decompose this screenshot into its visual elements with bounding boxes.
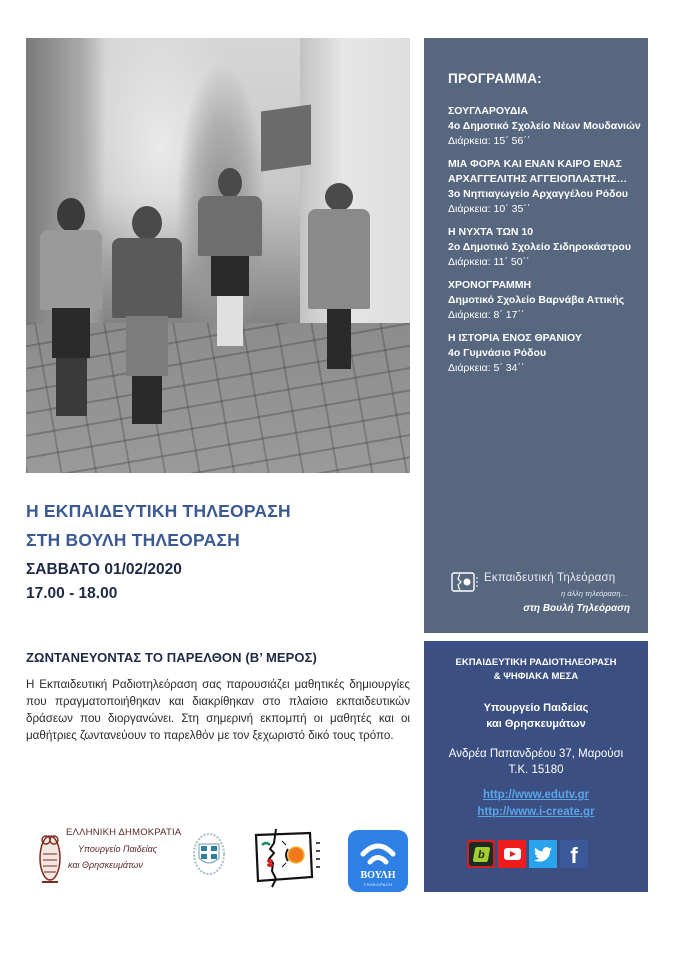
contact-ministry-line1: Υπουργείο Παιδείας [483,702,589,714]
program-item-school: 4ο Δημοτικό Σχολείο Νέων Μουδανιών [448,120,641,132]
program-panel [424,38,648,633]
youtube-icon[interactable] [498,840,526,868]
greek-emblem-icon [192,832,226,876]
contact-organization [424,656,648,684]
contact-org-line1: ΕΚΠΑΙΔΕΥΤΙΚΗ ΡΑΔΙΟΤΗΛΕΟΡΑΣΗ [455,657,617,668]
photo-child [308,183,370,383]
contact-org-line2: & ΨΗΦΙΑΚΑ ΜΕΣΑ [493,671,579,682]
broadcast-time: 17.00 - 18.00 [26,585,118,602]
facebook-icon[interactable]: f [560,840,588,868]
blogger-b-icon[interactable]: b [467,840,495,868]
program-item [448,104,644,149]
program-item-school: 2ο Δημοτικό Σχολείο Σιδηροκάστρου [448,241,631,253]
contact-ministry-line2: και Θρησκευμάτων [486,718,586,730]
twitter-icon[interactable] [529,840,557,868]
footer-logos [26,822,416,894]
vouli-tv-app-logo [348,830,408,892]
program-item-duration: Διάρκεια: 5΄ 34΄΄ [448,362,525,374]
program-item [448,225,644,270]
link-edutv[interactable]: http://www.edutv.gr [482,789,590,801]
program-item-title: Η ΙΣΤΟΡΙΑ ΕΝΟΣ ΘΡΑΝΙΟΥ [448,332,582,344]
owl-logo-icon [38,826,62,884]
contact-address [424,746,648,778]
contact-ministry [424,700,648,732]
program-item [448,157,644,217]
program-item [448,331,644,376]
photo-sign [261,104,311,171]
ministry-label-line2: και Θρησκευμάτων [68,860,143,870]
edutv-brand-name: Εκπαιδευτική Τηλεόραση [484,572,616,584]
contact-address-postcode: Τ.Κ. 15180 [508,764,564,776]
program-item-duration: Διάρκεια: 15΄ 56΄΄ [448,135,531,147]
headline [26,497,291,555]
program-item-school: 3ο Νηπιαγωγείο Αρχαγγέλου Ρόδου [448,188,629,200]
schedule [26,558,182,606]
program-item-school: Δημοτικό Σχολείο Βαρνάβα Αττικής [448,294,625,306]
vouli-label: ΒΟΥΛΗ [360,870,396,881]
edutv-channel: στη Βουλή Τηλεόραση [523,603,630,614]
ministry-label-line1: Υπουργείο Παιδείας [78,844,158,854]
program-item-title: ΣΟΥΓΛΑΡΟΥΔΙΑ [448,105,528,117]
edutv-tv-logo-icon [450,570,482,596]
edutv-face-logo-icon [252,827,324,889]
section-description: Η Εκπαιδευτική Ραδιοτηλεόραση σας παρουσιάζει μαθητικές δημιουργίες που πραγματοποιήθηκαν και διακρίθηκαν στο πλαίσιο εκπαιδευτικών δράσεων που διοργανώνει. Στη σημερινή εκπομπή οι μαθητές και οι μαθήτριες ζωντανεύουν το παρελθόν με τον ξεχωριστό δικό τους τρόπο. [26,678,410,742]
wifi-signal-icon [360,840,396,868]
greek-republic-text [66,827,181,870]
program-item [448,278,644,323]
hero-photo [26,38,410,473]
program-item-title: ΜΙΑ ΦΟΡΑ ΚΑΙ ΕΝΑΝ ΚΑΙΡΟ ΕΝΑΣ ΑΡΧΑΓΓΕΛΙΤΗΣ ΑΓΓΕΙΟΠΛΑΣΤΗΣ… [448,158,628,185]
section-title: ΖΩΝΤΑΝΕΥΟΝΤΑΣ ΤΟ ΠΑΡΕΛΘΟΝ (Β’ ΜΕΡΟΣ) [26,650,317,665]
program-title: ΠΡΟΓΡΑΜΜΑ: [448,71,542,86]
headline-line2: ΣΤΗ ΒΟΥΛΗ ΤΗΛΕΟΡΑΣΗ [26,530,240,550]
program-item-duration: Διάρκεια: 10΄ 35΄΄ [448,203,531,215]
program-item-title: ΧΡΟΝΟΓΡΑΜΜΗ [448,279,532,291]
vouli-sublabel: ΤΗΛΕΟΡΑΣΗ [363,882,393,887]
social-icons [467,840,588,868]
photo-child [198,168,262,378]
headline-line1: Η ΕΚΠΑΙΔΕΥΤΙΚΗ ΤΗΛΕΟΡΑΣΗ [26,501,291,521]
photo-child [40,198,102,418]
broadcast-date: ΣΑΒΒΑΤΟ 01/02/2020 [26,561,182,578]
link-icreate[interactable]: http://www.i-create.gr [477,806,595,818]
program-item-duration: Διάρκεια: 11΄ 50΄΄ [448,256,530,268]
program-list [448,104,644,384]
program-item-school: 4ο Γυμνάσιο Ρόδου [448,347,547,359]
republic-label: ΕΛΛΗΝΙΚΗ ΔΗΜΟΚΡΑΤΙΑ [66,827,182,838]
edutv-tagline: η άλλη τηλεόραση… [560,589,628,598]
program-item-duration: Διάρκεια: 8΄ 17΄΄ [448,309,525,321]
photo-child [112,206,182,426]
contact-address-line1: Ανδρέα Παπανδρέου 37, Μαρούσι [448,748,624,760]
contact-panel [424,641,648,892]
program-item-title: Η ΝΥΧΤΑ ΤΩΝ 10 [448,226,534,238]
contact-links [424,787,648,821]
